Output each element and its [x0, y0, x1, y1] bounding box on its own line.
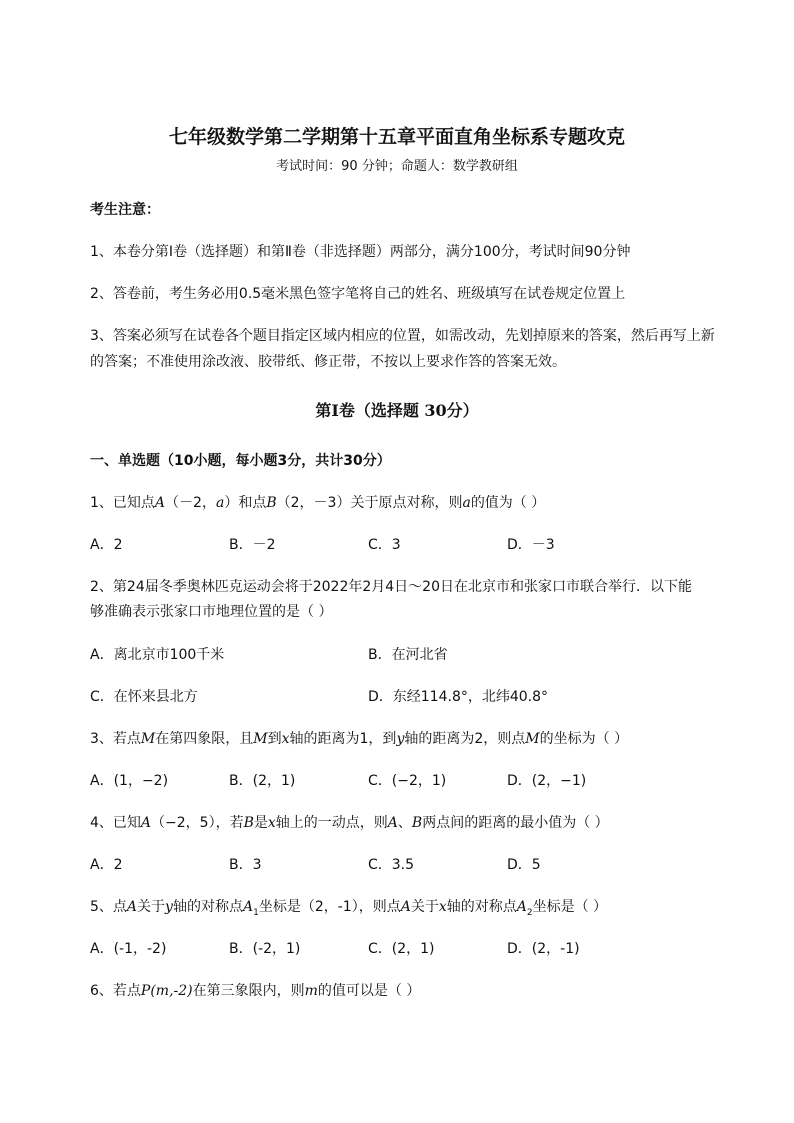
question-4	[90, 813, 609, 833]
q5-var: A	[400, 899, 411, 915]
q5-text: 坐标是（2，-1），则点	[258, 899, 401, 915]
q3-text: 的坐标为（ ）	[539, 731, 629, 747]
q6-text: 6、若点	[90, 983, 141, 999]
q2-option-d: D．东经114.8°，北纬40.8°	[368, 689, 549, 705]
exam-title: 七年级数学第二学期第十五章平面直角坐标系专题攻克	[168, 126, 625, 148]
notice-item-3-cont: 的答案；不准使用涂改液、胶带纸、修正带，不按以上要求作答的答案无效。	[90, 354, 566, 370]
q1-option-b: B．－2	[229, 537, 276, 553]
q5-var: y	[165, 899, 173, 915]
q4-text: 是	[253, 815, 268, 831]
q5-var: A	[516, 899, 527, 915]
q5-text: 关于	[410, 899, 439, 915]
q3-var: y	[396, 731, 405, 747]
part-heading: 一、单选题（10小题，每小题3分，共计30分）	[90, 453, 391, 469]
q5-var: A	[242, 899, 254, 915]
q3-text: 轴的距离为2，则点	[404, 731, 526, 747]
question-2-line-2: 够准确表示张家口市地理位置的是（ ）	[90, 604, 333, 620]
q4-text: （−2，5），若	[151, 815, 244, 831]
q4-var: A	[140, 815, 152, 831]
q4-var: B	[243, 815, 254, 831]
q5-var: A	[126, 899, 138, 915]
q1-var: a	[215, 495, 225, 511]
q1-text: 1、已知点	[90, 495, 155, 511]
q1-text: 的值为（ ）	[470, 495, 546, 511]
q3-option-d: D．(2，−1)	[507, 773, 587, 789]
q1-text: （－2，	[165, 495, 216, 511]
q3-var: M	[525, 731, 540, 747]
q3-var: x	[281, 731, 290, 747]
q5-subscript: 1	[253, 907, 259, 918]
question-3	[90, 729, 628, 749]
q4-option-d: D．5	[507, 857, 541, 873]
q5-option-d: D．(2，-1)	[507, 941, 580, 957]
q3-var: M	[140, 731, 156, 747]
q5-text: 5、点	[90, 899, 127, 915]
q3-option-c: C．(−2，1)	[368, 773, 447, 789]
q1-var: a	[462, 495, 471, 511]
question-5	[90, 897, 607, 923]
q5-option-b: B．(-2，1)	[229, 941, 301, 957]
q3-text: 在第四象限，且	[155, 731, 254, 747]
q4-option-b: B．3	[229, 857, 262, 873]
exam-subtitle: 考试时间：90 分钟；命题人：数学教研组	[276, 159, 518, 174]
q2-option-c: C．在怀来县北方	[90, 689, 198, 705]
q5-text: 关于	[137, 899, 166, 915]
q5-subscript: 2	[526, 907, 533, 918]
q4-text: 轴上的一动点，则	[275, 815, 388, 831]
q6-var: m	[304, 983, 318, 999]
q4-text: 两点间的距离的最小值为（ ）	[422, 815, 609, 831]
q3-option-a: A．(1，−2)	[90, 773, 169, 789]
q1-var: B	[266, 495, 277, 511]
q1-text: ）和点	[224, 495, 267, 511]
q3-option-b: B．(2，1)	[229, 773, 296, 789]
q4-var: x	[267, 815, 276, 831]
q3-var: M	[253, 731, 268, 747]
q5-text: 轴的对称点	[446, 899, 517, 915]
q4-text: 4、已知	[90, 815, 141, 831]
question-1	[90, 493, 545, 513]
q3-text: 3、若点	[90, 731, 141, 747]
question-2-line-1: 2、第24届冬季奥林匹克运动会将于2022年2月4日～20日在北京市和张家口市联合举行．以下能	[90, 579, 692, 595]
q3-text: 到	[267, 731, 282, 747]
q4-option-a: A．2	[90, 857, 123, 873]
q1-option-c: C．3	[368, 537, 401, 553]
notice-item-3: 3、答案必须写在试卷各个题目指定区域内相应的位置，如需改动，先划掉原来的答案，然后再写上新	[90, 328, 715, 344]
q4-option-c: C．3.5	[368, 857, 415, 873]
question-6	[90, 981, 420, 1001]
q6-text: 在第三象限内，则	[192, 983, 305, 999]
q5-option-a: A．(-1，-2)	[90, 941, 167, 957]
q5-text: 轴的对称点	[172, 899, 243, 915]
section-title: 第I卷（选择题 30分）	[315, 401, 479, 420]
q6-text: 的值可以是（ ）	[317, 983, 421, 999]
notice-item-2: 2、答卷前，考生务必用0.5毫米黑色签字笔将自己的姓名、班级填写在试卷规定位置上	[90, 286, 626, 302]
q1-text: （2，－3）关于原点对称，则	[276, 495, 463, 511]
q2-option-b: B．在河北省	[368, 647, 448, 663]
notice-item-1: 1、本卷分第I卷（选择题）和第Ⅱ卷（非选择题）两部分，满分100分，考试时间90分钟	[90, 244, 631, 260]
q5-var: x	[438, 899, 447, 915]
q6-var: P(m,-2)	[140, 983, 193, 999]
q1-var: A	[154, 495, 166, 511]
notice-heading: 考生注意：	[90, 202, 160, 218]
q5-option-c: C．(2，1)	[368, 941, 435, 957]
q1-option-d: D．－3	[507, 537, 555, 553]
q2-option-a: A．离北京市100千米	[90, 647, 225, 663]
q5-text: 坐标是（ ）	[532, 899, 608, 915]
q4-text: 、	[397, 815, 412, 831]
q4-var: B	[411, 815, 423, 831]
q4-var: A	[387, 815, 398, 831]
q1-option-a: A．2	[90, 537, 123, 553]
q3-text: 轴的距离为1，到	[289, 731, 397, 747]
